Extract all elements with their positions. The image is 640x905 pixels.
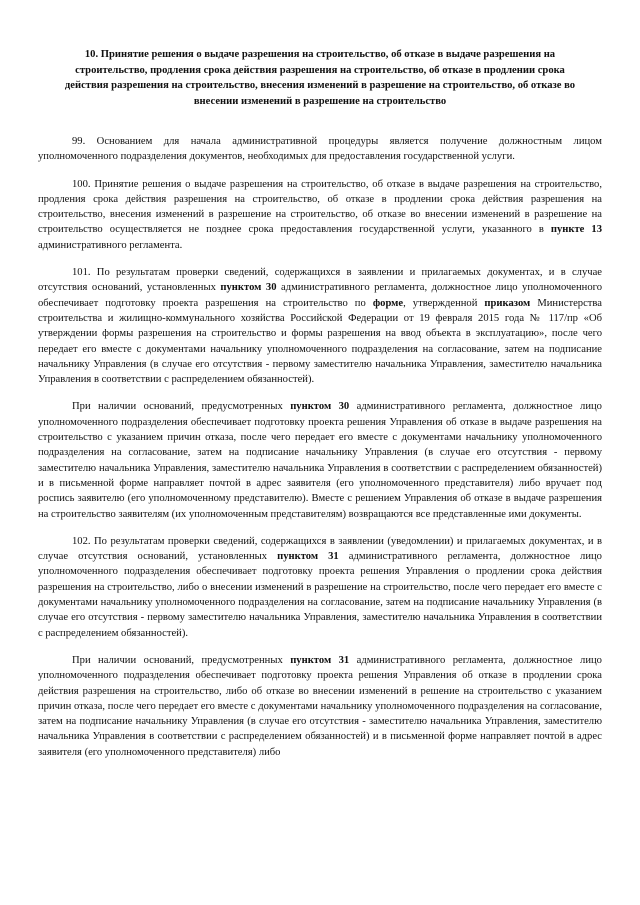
paragraph-102-refusal (38, 653, 602, 760)
paragraph-100-text: 100. Принятие решения о выдаче разрешения на строительство, об отказе в выдаче разрешения на строительство, продления срока действия разрешения на строительство, об отказе в продлении срока действия разрешения на строительство, внесения изменений в разрешение на строительство, об отказе во внесении изменений в разрешение на строительство осуществляется не позднее срока предоставления государственной услуги, указанного в (38, 178, 602, 236)
paragraph-101-text: административного регламента, должностное лицо уполномоченного обеспечивает подготовку проекта разрешения на строительство по (38, 282, 603, 309)
form-link[interactable]: форме (372, 297, 404, 309)
paragraph-100-text-end: административного регламента. (38, 239, 183, 251)
reference-link[interactable]: пунктом 30 (220, 282, 277, 294)
paragraph-100 (38, 177, 602, 253)
reference-link[interactable]: пункте 13 (550, 224, 602, 236)
reference-link[interactable]: пунктом 31 (277, 551, 339, 563)
paragraph-102-text-end: административного регламента, должностное лицо уполномоченного подразделения обеспечивает подготовку проекта решения Управления о продлении срока действия разрешения на строительство, либо о внесении изменений в разрешение на строительство, после чего передает его вместе с документами начальнику уполномоченного подразделения на согласование, затем на подписание начальнику Управления (в случае его отсутствия - первому заместителю начальника Управления, заместителю начальника Управления в соответствии с распределением обязанностей). (38, 551, 602, 639)
order-link[interactable]: приказом (484, 297, 531, 309)
paragraph-text: При наличии оснований, предусмотренных (72, 401, 291, 413)
paragraph-101-text-end: Министерства строительства и жилищно-коммунального хозяйства Российской Федерации от 19 февраля 2015 года № 117/пр «Об утверждении формы разрешения на строительство и формы разрешения на ввод объекта в эксплуатацию», после чего передает его вместе с документами начальнику уполномоченного подразделения на согласование, затем на подписание начальнику Управления (в случае его отсутствия - первому заместителю начальника Управления, заместителю начальника Управления в соответствии с распределением обязанностей). (38, 297, 602, 386)
paragraph-101-text: , утвержденной (403, 297, 485, 309)
paragraph-101-refusal (38, 399, 602, 521)
document-body (38, 134, 602, 760)
paragraph-99: 99. Основанием для начала административной процедуры является получение должностным лицом уполномоченного подразделения документов, необходимых для предоставления государственной услуги. (38, 136, 602, 163)
paragraph-102 (38, 534, 602, 641)
paragraph-text-end: административного регламента, должностное лицо уполномоченного подразделения обеспечивает подготовку проекта решения Управления об отказе в продлении срока действия разрешения на строительство, либо об отказе во внесении изменений в решение на строительство с указанием причин отказа, после чего передает его вместе с документами начальнику уполномоченного подразделения на согласование, затем на подписание начальнику Управления (в случае его отсутствия - заместителю начальника Управления, заместителю начальника Управления в соответствии с распределением обязанностей) и в письменной форме направляет почтой в адрес заявителя (его уполномоченного представителя) либо (38, 654, 602, 758)
paragraph-101 (38, 265, 602, 387)
section-heading: 10. Принятие решения о выдаче разрешения на строительство, об отказе в выдаче разрешения на строительство, продления срока действия разрешения на строительство, об отказе в продлении срока действия разрешения на строительство, внесения изменений в разрешение на строительство, об отказе во внесении изменений в разрешение на строительство (64, 49, 576, 107)
paragraph-101-text: 101. По результатам проверки сведений, содержащихся в заявлении и прилагаемых документах, и в случае отсутствия оснований, установленных (38, 267, 602, 294)
paragraph-text: При наличии оснований, предусмотренных (72, 654, 291, 666)
paragraph-text-end: административного регламента, должностное лицо уполномоченного подразделения обеспечивает подготовку проекта решения Управления об отказе в выдаче разрешения на строительство с указанием причин отказа, после чего передает его вместе с документами начальнику уполномоченного подразделения на согласование, затем на подписание начальнику Управления (в случае его отсутствия - первому заместителю начальника Управления, заместителю начальника Управления в соответствии с распределением обязанностей) и в письменной форме направляет почтой в адрес заявителя (его уполномоченного представителя) либо вручает под роспись заявителю (его уполномоченному представителю). Вместе с решением Управления об отказе в выдаче разрешения на строительство заявителям (их уполномоченным представителям) возвращаются все представленные ими документы. (38, 401, 602, 520)
reference-link[interactable]: пунктом 31 (290, 654, 350, 666)
paragraph-102-text: 102. По результатам проверки сведений, содержащихся в заявлении (уведомлении) и прилагаемых документах, и в случае отсутствия оснований, установленных (38, 535, 602, 563)
reference-link[interactable]: пунктом 30 (290, 401, 350, 413)
